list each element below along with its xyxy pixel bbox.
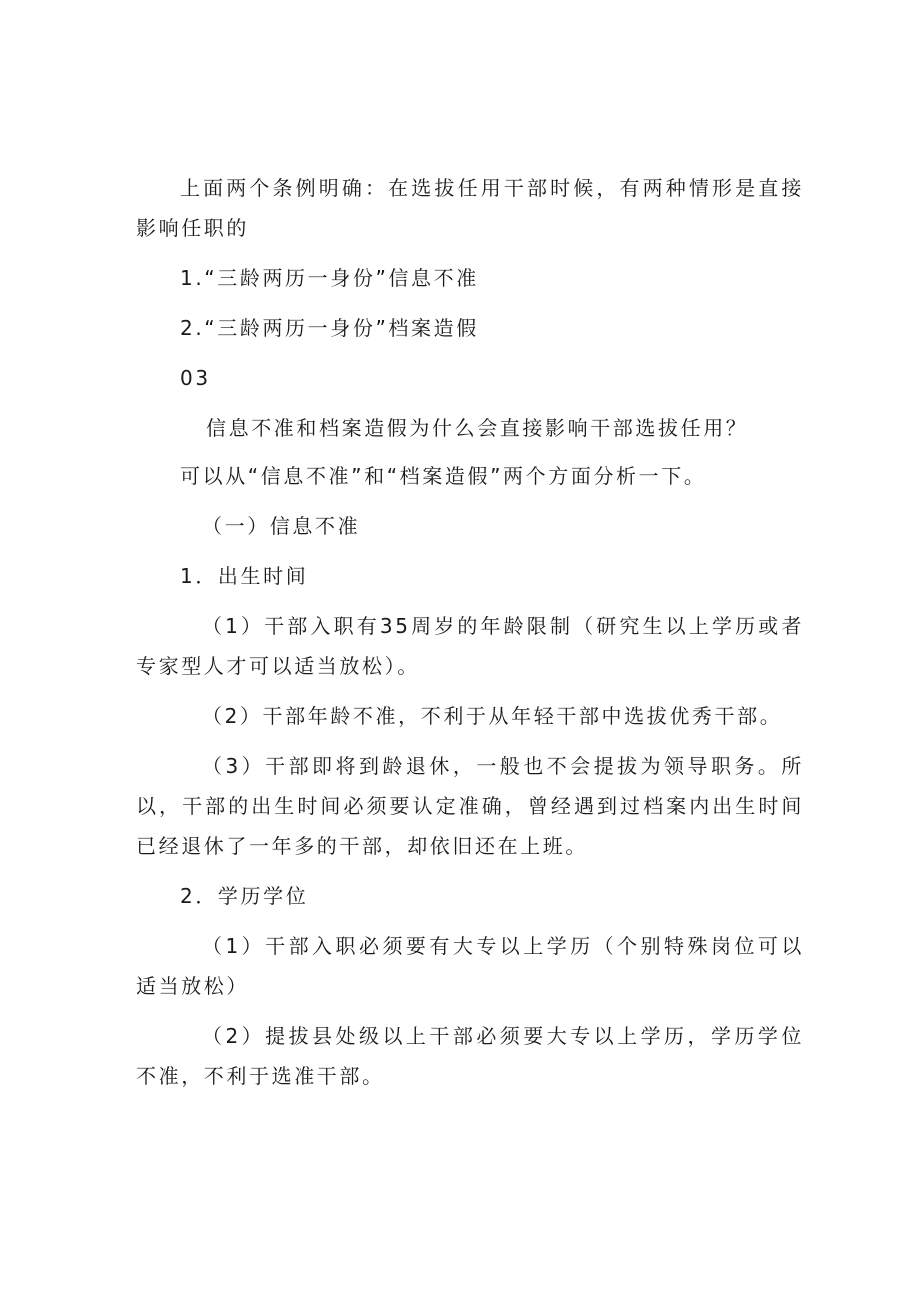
paragraph-birth-1: （1）干部入职有35周岁的年龄限制（研究生以上学历或者专家型人才可以适当放松）。 xyxy=(136,614,804,678)
paragraph-education-2: （2）提拔县处级以上干部必须要大专以上学历，学历学位不准，不利于选准干部。 xyxy=(136,1024,804,1088)
paragraph-intro: 上面两个条例明确：在选拔任用干部时候，有两种情形是直接影响任职的 xyxy=(136,176,804,240)
paragraph-item-2: 2.“三龄两历一身份”档案造假 xyxy=(180,316,479,340)
section-number: 03 xyxy=(180,366,211,390)
item-heading-birth: 1．出生时间 xyxy=(180,564,309,588)
paragraph-birth-3: （3）干部即将到龄退休，一般也不会提拔为领导职务。所以，干部的出生时间必须要认定准确，曾经遇到过档案内出生时间已经退休了一年多的干部，却依旧还在上班。 xyxy=(136,754,804,858)
paragraph-item-1: 1.“三龄两历一身份”信息不准 xyxy=(180,266,479,290)
paragraph-analysis: 可以从“信息不准”和“档案造假”两个方面分析一下。 xyxy=(180,464,707,488)
item-heading-education: 2．学历学位 xyxy=(180,884,309,908)
document-body xyxy=(136,168,804,1106)
subsection-heading: （一）信息不准 xyxy=(202,514,361,538)
paragraph-education-1: （1）干部入职必须要有大专以上学历（个别特殊岗位可以适当放松） xyxy=(136,934,804,998)
paragraph-birth-2: （2）干部年龄不准，不利于从年轻干部中选拔优秀干部。 xyxy=(202,704,783,728)
section-question: 信息不准和档案造假为什么会直接影响干部选拔任用？ xyxy=(206,416,749,440)
